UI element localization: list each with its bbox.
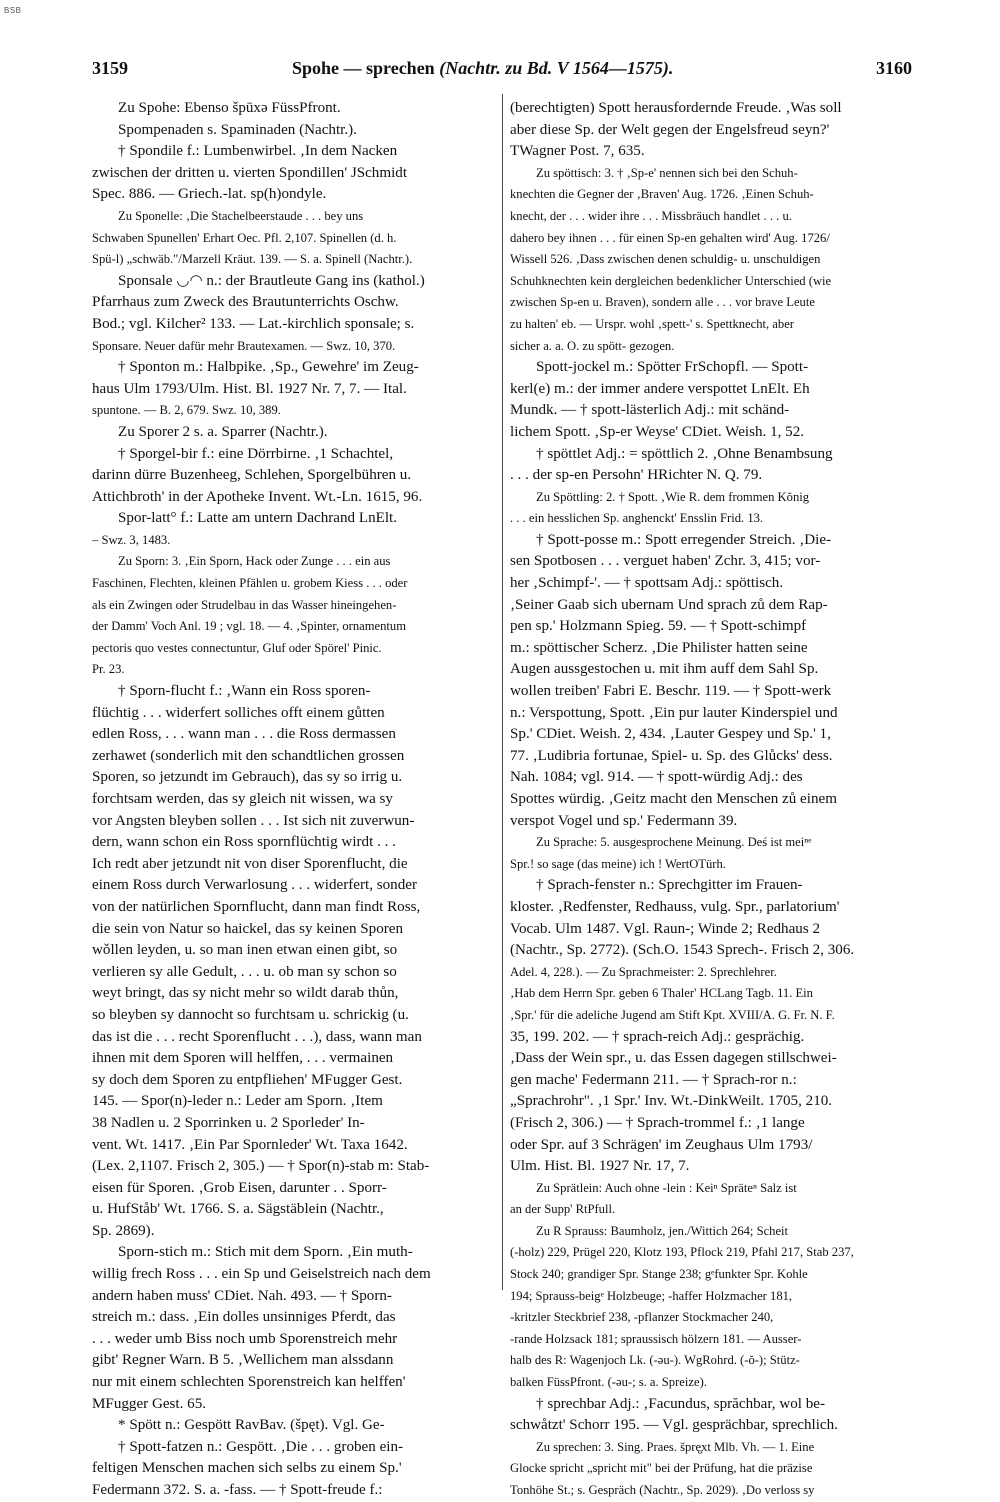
text-line: Attichbroth' in der Apotheke Invent. Wt.-Ln. 1615, 96. xyxy=(92,488,423,505)
text-line: (-holz) 229, Prügel 220, Klotz 193, Pflock 219, Pfahl 217, Stab 237, xyxy=(510,1245,854,1260)
text-line: nur mit einem schlechten Sporenstreich kan helffen' xyxy=(92,1374,406,1391)
text-line: Sp. 2869). xyxy=(92,1222,155,1239)
text-line: Faschinen, Flechten, kleinen Pfählen u. grobem Kiess . . . oder xyxy=(92,576,408,591)
text-line: dern, wann schon ein Ross spornflüchtig wirdt . . . xyxy=(92,834,396,851)
text-line: schwåtzt' Schorr 195. — Vgl. gesprächbar, sprechlich. xyxy=(510,1417,838,1434)
text-line: TWagner Post. 7, 635. xyxy=(510,143,645,160)
left-column xyxy=(92,98,496,1502)
running-header xyxy=(0,58,1000,82)
text-line: Glocke spricht „spricht mit" bei der Prüfung, hat die präzise xyxy=(510,1461,813,1476)
text-line: sy doch dem Sporen zu entpfliehen' MFugger Gest. xyxy=(92,1071,403,1088)
text-line: vent. Wt. 1417. ‚Ein Par Spornleder' Wt. Taxa 1642. xyxy=(92,1136,408,1153)
text-line: Zu Sprätlein: Auch ohne -lein : Keiⁿ Spräteⁿ Salz ist xyxy=(536,1180,797,1195)
text-line: gen mache' Federmann 211. — † Sprach-ror n.: xyxy=(510,1071,797,1088)
text-line: Zu Sporn: 3. ‚Ein Sporn, Hack oder Zunge . . . ein aus xyxy=(118,554,391,569)
text-line: (Lex. 2,1107. Frisch 2, 305.) — † Spor(n)-stab m: Stab- xyxy=(92,1158,430,1175)
text-line: -kritzler Steckbrief 238, -pflanzer Stockmacher 240, xyxy=(510,1310,774,1325)
text-line: streich m.: dass. ‚Ein dolles unsinniges Pferdt, das xyxy=(92,1309,396,1326)
text-line: 194; Sprauss-beigᵉ Holzbeuge; -haffer Holzmacher 181, xyxy=(510,1288,793,1303)
text-line: † sprechbar Adj.: ‚Facundus, sprăchbar, wol be- xyxy=(536,1395,826,1412)
text-line: Spottes würdig. ‚Geitz macht den Menschen zů einem xyxy=(510,791,837,807)
text-line: MFugger Gest. 65. xyxy=(92,1395,207,1412)
text-line: Zu Spöttling: 2. † Spott. ‚Wie R. dem frommen Kŏnig xyxy=(536,489,810,504)
text-line: Ich redt aber jetzundt nit von diser Sporenflucht, die xyxy=(92,855,408,872)
text-line: Spr.! so sage (das meine) ich ! WertOTürh. xyxy=(510,856,726,871)
text-line: Sponsare. Neuer dafür mehr Brautexamen. — Swz. 10, 370. xyxy=(92,338,396,353)
text-line: kerl(e) m.: der immer andere verspottet LnElt. Eh xyxy=(510,380,810,397)
text-line: als ein Zwingen oder Strudelbau in das Wasser hineingehen- xyxy=(92,597,397,612)
text-line: – Swz. 3, 1483. xyxy=(92,532,171,547)
text-line: -rande Holzsack 181; spraussisch hölzern 181. — Ausser- xyxy=(510,1331,802,1346)
text-line: zwischen Sp-en u. Braven), sondern alle . . . vor brave Leute xyxy=(510,295,815,310)
text-line: Sponsale ◡◠ n.: der Brautleute Gang ins (kathol.) xyxy=(118,272,425,289)
text-line: verlieren sy alle Gedult, . . . u. ob man sy schon so xyxy=(92,963,397,980)
text-line: Zu Sponelle: ‚Die Stachelbeerstaude . . . bey uns xyxy=(118,208,364,223)
text-line: Zu Sprache: 5. ausgesprochene Meinung. Deś ist meiⁿᵉ xyxy=(536,835,812,850)
text-line: „Sprachrohr". ‚1 Spr.' Inv. Wt.-DinkWeilt. 1705, 210. xyxy=(510,1093,833,1110)
text-line: † Sponton m.: Halbpike. ‚Sp., Gewehre' im Zeug- xyxy=(118,359,419,376)
text-line: sen Spotbosen . . . verguet haben' Zchr. 3, 415; vor- xyxy=(510,553,821,570)
text-line: † Sporgel-bir f.: eine Dörrbirne. ‚1 Schachtel, xyxy=(118,445,394,462)
text-line: † Sprach-fenster n.: Sprechgitter im Frauen- xyxy=(536,877,803,894)
text-line: . . . der sp-en Persohn' HRichter N. Q. 79. xyxy=(510,467,763,484)
text-line: . . . ein hesslichen Sp. anghenckt' Ensslin Frid. 13. xyxy=(510,511,764,526)
text-line: das ist die . . . recht Sporenflucht . . .), dass, wann man xyxy=(92,1028,422,1045)
title-headwords: Spohe — sprechen xyxy=(292,58,435,78)
text-line: Stock 240; grandiger Spr. Stange 238; gᵉfunkter Spr. Kohle xyxy=(510,1267,808,1282)
text-line: * Spött n.: Gespött RavBav. (špęt). Vgl. Ge- xyxy=(118,1417,385,1434)
text-line: Spü-l) „schwäb."/Marzell Kräut. 139. — S. a. Spinell (Nachtr.). xyxy=(92,252,413,267)
text-line: her ‚Schimpf-'. — † spottsam Adj.: spöttisch. xyxy=(510,575,784,592)
text-line: Schuhknechten kein dergleichen bedenklicher Unterschied (wie xyxy=(510,273,832,288)
text-line: † Sporn-flucht f.: ‚Wann ein Ross sporen- xyxy=(118,683,371,700)
text-line: Zu R Sprauss: Baumholz, jen./Wittich 264; Scheit xyxy=(536,1223,789,1238)
text-line: Sporn-stich m.: Stich mit dem Sporn. ‚Ein muth- xyxy=(118,1244,413,1261)
text-line: so bleyben sy dannocht so furchtsam u. schrickig (u. xyxy=(92,1006,409,1023)
text-line: Vocab. Ulm 1487. Vgl. Raun-; Winde 2; Redhaus 2 xyxy=(510,920,821,937)
text-line: vor Angsten bleyben sollen . . . Ist sich nit zuverwun- xyxy=(92,812,415,829)
text-line: haus Ulm 1793/Ulm. Hist. Bl. 1927 Nr. 7, 7. — Ital. xyxy=(92,380,407,397)
text-line: † spöttlet Adj.: = spöttlich 2. ‚Ohne Benambsung xyxy=(536,445,833,462)
running-title xyxy=(292,58,673,79)
text-line: Adel. 4, 228.). — Zu Sprachmeister: 2. Sprechlehrer. xyxy=(510,964,777,979)
text-line: von der natürlichen Spornflucht, dann man findt Ross, xyxy=(92,898,421,915)
text-line: lichem Spott. ‚Sp-er Weyse' CDiet. Weish. 1, 52. xyxy=(510,423,805,440)
text-line: andern haben muss' CDiet. Nah. 493. — † Sporn- xyxy=(92,1287,392,1304)
text-line: n.: Verspottung, Spott. ‚Ein pur lauter Kinderspiel und xyxy=(510,704,838,721)
text-line: Schwaben Spunellen' Erhart Oec. Pfl. 2,107. Spinellen (d. h. xyxy=(92,230,397,245)
text-line: Spor-latt° f.: Latte am untern Dachrand LnElt. xyxy=(118,510,398,527)
text-line: edlen Ross, . . . wann man . . . die Ross dermassen xyxy=(92,726,396,743)
text-line: feltigen Menschen machen sich selbs zu einem Sp.' xyxy=(92,1460,402,1477)
text-line: wollen treiben' Fabri E. Beschr. 119. — † Spott-werk xyxy=(510,683,832,700)
text-line: Nah. 1084; vgl. 914. — † spott-würdig Adj.: des xyxy=(510,769,803,786)
text-line: Tonhöhe St.; s. Gespräch (Nachtr., Sp. 2029). ‚Do verloss sy xyxy=(510,1483,815,1497)
text-line: balken FüssPfront. (-əu-; s. a. Spreize). xyxy=(510,1375,707,1390)
text-line: ‚Seiner Gaab sich ubernam Und sprach zů dem Rap- xyxy=(510,596,828,613)
text-line: ‚Dass der Wein spr., u. das Essen dagegen stillschwei- xyxy=(510,1050,837,1067)
text-line: knecht, der . . . wider ihre . . . Missbräuch handlet . . . u. xyxy=(510,208,792,223)
text-line: zwischen der dritten u. vierten Spondillen' JSchmidt xyxy=(92,164,408,181)
text-line: aber diese Sp. der Welt gegen der Engelsfreud seyn?' xyxy=(510,121,830,138)
title-reference: (Nachtr. zu Bd. V 1564—1575). xyxy=(439,58,674,78)
text-line: Spec. 886. — Griech.-lat. sp(h)ondyle. xyxy=(92,186,327,203)
text-line: Wissell 526. ‚Dass zwischen denen schuldig- u. unschuldigen xyxy=(510,252,821,267)
text-line: Zu Spohe: Ebenso špūxə FüssPfront. xyxy=(118,100,341,116)
text-line: Spompenaden s. Spaminaden (Nachtr.). xyxy=(118,121,357,138)
text-line: pen sp.' Holzmann Spieg. 59. — † Spott-schimpf xyxy=(510,618,807,635)
text-line: spuntone. — B. 2, 679. Swz. 10, 389. xyxy=(92,403,281,418)
text-line: (Frisch 2, 306.) — † Sprach-trommel f.: ‚1 lange xyxy=(510,1114,805,1131)
text-line: an der Supp' RtPfull. xyxy=(510,1202,616,1217)
right-column xyxy=(510,98,914,1502)
text-line: darinn dürre Buzenheeg, Schlehen, Sporgelbühren u. xyxy=(92,467,412,484)
text-line: weyt bringt, das sy nicht mehr so wildt darab thůn, xyxy=(92,985,399,1002)
text-line: Sp.' CDiet. Weish. 2, 434. ‚Lauter Gespey und Sp.' 1, xyxy=(510,726,831,743)
text-line: Zu sprechen: 3. Sing. Praes. šprę̧xt Mlb. Vh. — 1. Eine xyxy=(536,1439,815,1454)
text-line: dahero bey ihnen . . . für einen Sp-en gehalten wird' Aug. 1726/ xyxy=(510,230,830,245)
page-number-left: 3159 xyxy=(92,58,128,78)
text-line: ihnen mit dem Sporen will helffen, . . . vermainen xyxy=(92,1050,394,1067)
text-line: Augen aussgestochen u. mit ihm auff dem Sahl Sp. xyxy=(510,661,819,678)
text-line: zerhawet (sonderlich mit den schandtlichen grossen xyxy=(92,747,405,764)
text-line: u. HufStåb' Wt. 1766. S. a. Sägstäblein (Nachtr., xyxy=(92,1201,384,1218)
text-line: (berechtigten) Spott herausfordernde Freude. ‚Was soll xyxy=(510,100,842,116)
text-line: † Spondile f.: Lumbenwirbel. ‚In dem Nacken xyxy=(118,143,398,160)
page-number-right: 3160 xyxy=(876,58,912,78)
text-line: pectoris quo vestes connectuntur, Gluf oder Spörel' Pinic. xyxy=(92,640,382,655)
text-line: halb des R: Wagenjoch Lk. (-əu-). WgRohrd. (-ŏ-); Stütz- xyxy=(510,1353,800,1368)
text-line: sicher a. a. O. zu spött- gezogen. xyxy=(510,338,675,353)
text-line: gibt' Regner Warn. B 5. ‚Wellichem man alssdann xyxy=(92,1352,394,1369)
text-line: wǒllen leyden, u. so man inen etwan einen gibt, so xyxy=(92,942,398,959)
text-line: verspot Vogel und sp.' Federmann 39. xyxy=(510,812,738,829)
text-line: Bod.; vgl. Kilcher² 133. — Lat.-kirchlich sponsale; s. xyxy=(92,315,415,332)
text-line: ‚Hab dem Herrn Spr. geben 6 Thaler' HCLang Tagb. 11. Ein xyxy=(510,986,813,1001)
text-line: 77. ‚Ludibria fortunae, Spiel- u. Sp. des Glůcks' dess. xyxy=(510,747,833,764)
text-line: . . . weder umb Biss noch umb Sporenstreich mehr xyxy=(92,1330,398,1347)
text-line: forchtsam werden, das sy gleich nit wissen, wa sy xyxy=(92,791,393,807)
text-line: Pfarrhaus zum Zweck des Brautunterrichts Oschw. xyxy=(92,294,399,311)
text-line: kloster. ‚Redfenster, Redhauss, vulg. Spr., parlatorium' xyxy=(510,898,840,915)
text-line: Federmann 372. S. a. -fass. — † Spott-freude f.: xyxy=(92,1482,383,1498)
text-line: zu halten' eb. — Urspr. wohl ‚spett-' s. Spettknecht, aber xyxy=(510,316,794,331)
text-line: 35, 199. 202. — † sprach-reich Adj.: gesprächig. xyxy=(510,1028,805,1045)
text-line: Mundk. — † spott-lästerlich Adj.: mit schänd- xyxy=(510,402,790,419)
text-line: 145. — Spor(n)-leder n.: Leder am Sporn. ‚Item xyxy=(92,1093,383,1110)
text-line: einem Ross durch Verwarlosung . . . widerfert, sonder xyxy=(92,877,418,894)
text-line: † Spott-posse m.: Spott erregender Streich. ‚Die- xyxy=(536,531,832,548)
text-line: die sein von Natur so haickel, das sy keinen Sporen xyxy=(92,920,404,937)
text-line: Sporen, so jetzundt im Gebrauch), das sy so irrig u. xyxy=(92,769,403,786)
text-line: willig frech Ross . . . ein Sp und Geiselstreich nach dem xyxy=(92,1266,431,1283)
column-divider xyxy=(502,94,503,1290)
text-line: Spott-jockel m.: Spötter FrSchopfl. — Spott- xyxy=(536,359,809,376)
text-line: oder Spr. auf 3 Schrägen' im Zeughaus Ulm 1793/ xyxy=(510,1136,813,1153)
text-line: ‚Spr.' für die adeliche Jugend am Stift Kpt. XVIII/A. G. Fr. N. F. xyxy=(510,1007,835,1022)
text-line: der Damm' Voch Anl. 19 ; vgl. 18. — 4. ‚Spinter, ornamentum xyxy=(92,619,407,634)
text-line: Zu Sporer 2 s. a. Sparrer (Nachtr.). xyxy=(118,423,328,440)
text-line: flüchtig . . . widerfert solliches offt einem gůtten xyxy=(92,704,385,721)
text-line: (Nachtr., Sp. 2772). (Sch.O. 1543 Sprech-. Frisch 2, 306. xyxy=(510,942,855,959)
text-line: Ulm. Hist. Bl. 1927 Nr. 17, 7. xyxy=(510,1158,690,1175)
text-line: knechten die Gegner der ‚Braven' Aug. 1726. ‚Einen Schuh- xyxy=(510,187,814,202)
library-stamp: BSB xyxy=(4,6,22,15)
text-line: Pr. 23. xyxy=(92,662,125,677)
text-line: m.: spöttischer Scherz. ‚Die Philister hatten seine xyxy=(510,639,808,656)
text-line: eisen für Sporen. ‚Grob Eisen, darunter . . Sporr- xyxy=(92,1179,387,1196)
text-line: 38 Nadlen u. 2 Sporrinken u. 2 Sporleder' In- xyxy=(92,1114,365,1131)
text-line: † Spott-fatzen n.: Gespött. ‚Die . . . groben ein- xyxy=(118,1438,404,1455)
text-line: Zu spöttisch: 3. † ‚Sp-e' nennen sich bei den Schuh- xyxy=(536,165,798,180)
